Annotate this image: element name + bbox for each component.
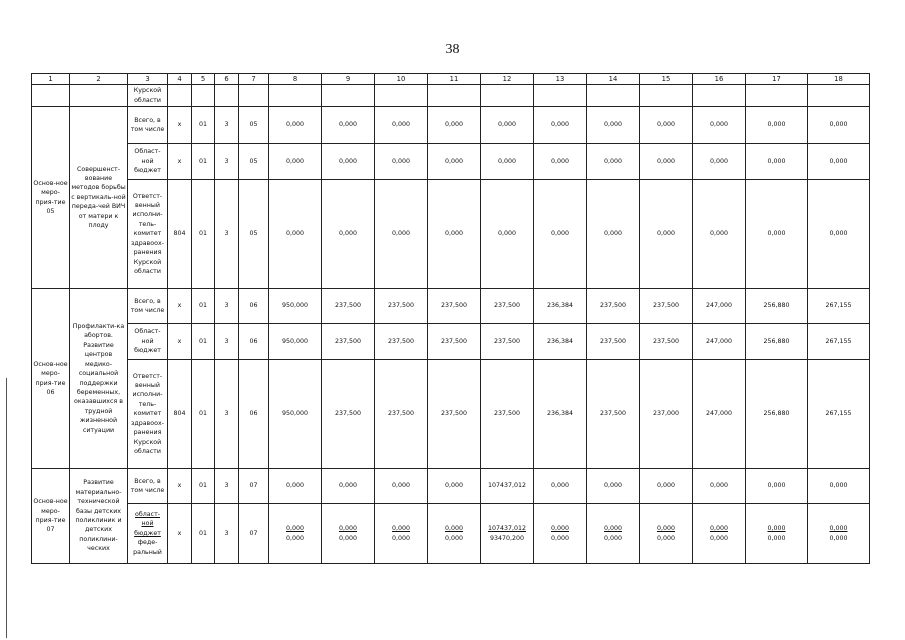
value-cell: 237,500 [375,360,428,469]
funding-type-cell: Всего, в том числе [128,107,168,144]
value-cell: 0,000 [269,107,322,144]
value-regional: 0,000 [550,525,570,533]
code-cell: 05 [239,107,269,144]
value-cell: 0,000 [428,107,481,144]
header-row [32,74,870,85]
value-cell: 0,000 [534,144,587,180]
value-cell: 0,000 [808,180,870,289]
code-cell: 01 [192,469,215,504]
value-cell: 0,000 [746,180,808,289]
value-regional: 0,000 [767,525,786,533]
code-cell: x [168,144,192,180]
header-cell: 12 [481,74,534,85]
value-cell: 237,500 [428,360,481,469]
code-cell: 3 [215,107,239,144]
funding-type-cell: Всего, в том числе [128,289,168,324]
value-cell [428,504,481,564]
empty-cell [322,85,375,107]
value-cell [693,504,746,564]
code-cell: 01 [192,324,215,360]
empty-cell [239,85,269,107]
value-cell [481,504,534,564]
value-cell: 0,000 [640,469,693,504]
table-row [32,107,870,144]
value-cell: 237,500 [428,289,481,324]
code-cell: 06 [239,289,269,324]
code-cell: 3 [215,180,239,289]
empty-cell [746,85,808,107]
value-cell: 0,000 [746,144,808,180]
value-cell: 247,000 [693,360,746,469]
value-cell: 0,000 [428,144,481,180]
value-cell: 256,880 [746,289,808,324]
value-cell: 0,000 [322,144,375,180]
header-cell: 16 [693,74,746,85]
value-cell: 0,000 [808,144,870,180]
value-cell: 237,500 [481,360,534,469]
value-regional: 0,000 [829,525,848,533]
header-cell: 18 [808,74,870,85]
event-name-cell: Основ-ное меро-прия-тие 05 [32,107,70,289]
value-cell [587,504,640,564]
funding-type-cell: Всего, в том числе [128,469,168,504]
value-federal: 0,000 [829,534,848,542]
code-cell: 01 [192,504,215,564]
code-cell: 01 [192,180,215,289]
header-cell: 5 [192,74,215,85]
value-cell: 236,384 [534,289,587,324]
value-cell: 237,500 [428,324,481,360]
code-cell: x [168,324,192,360]
value-cell: 247,000 [693,324,746,360]
value-cell: 0,000 [375,469,428,504]
value-regional: 0,000 [656,525,676,533]
value-cell: 237,500 [375,289,428,324]
code-cell: 804 [168,360,192,469]
value-cell: 0,000 [269,144,322,180]
value-cell: 237,500 [587,289,640,324]
value-cell: 0,000 [808,469,870,504]
value-cell: 0,000 [481,107,534,144]
value-cell: 0,000 [481,144,534,180]
table-row [32,85,870,107]
header-cell: 4 [168,74,192,85]
empty-cell [269,85,322,107]
value-cell: 0,000 [808,107,870,144]
value-cell: 237,500 [481,289,534,324]
value-regional: 0,000 [338,525,358,533]
value-cell: 107437,012 [481,469,534,504]
code-cell: 07 [239,469,269,504]
value-federal: 0,000 [444,534,464,542]
event-name-cell: Основ-ное меро-прия-тие 06 [32,289,70,469]
event-description-cell: Совершенст-вование методов борьбы с вертикаль-ной переда-чей ВИЧ от матери к плоду [70,107,128,289]
value-cell: 0,000 [746,469,808,504]
header-cell: 15 [640,74,693,85]
value-regional: 0,000 [391,525,411,533]
empty-cell [808,85,870,107]
value-cell: 0,000 [428,469,481,504]
code-cell: 804 [168,180,192,289]
margin-line [6,378,7,638]
table-row [32,180,870,289]
empty-cell [534,85,587,107]
code-cell: 01 [192,360,215,469]
code-cell: 01 [192,144,215,180]
table-row [32,504,870,564]
header-cell: 2 [70,74,128,85]
value-cell: 237,500 [322,360,375,469]
empty-cell [428,85,481,107]
code-cell: 3 [215,360,239,469]
value-cell: 0,000 [587,144,640,180]
value-cell: 237,500 [375,324,428,360]
value-cell: 0,000 [375,107,428,144]
event-name-cell: Основ-ное меро-прия-тие 07 [32,469,70,564]
table-row [32,324,870,360]
value-cell: 0,000 [269,180,322,289]
value-cell: 256,880 [746,360,808,469]
empty-cell [168,85,192,107]
value-cell: 236,384 [534,360,587,469]
header-cell: 17 [746,74,808,85]
funding-type-cell: Ответст-венный исполни-тель-комитет здравоох-ранения Курской области [128,360,168,469]
funding-type-cell: Ответст-венный исполни-тель-комитет здравоох-ранения Курской области [128,180,168,289]
value-cell [640,504,693,564]
empty-cell [587,85,640,107]
value-cell: 0,000 [375,180,428,289]
value-federal: 0,000 [603,534,623,542]
empty-cell [70,85,128,107]
value-cell: 0,000 [428,180,481,289]
budget-table [31,73,870,564]
funding-type-regional: област-ной бюджет [134,510,161,537]
value-cell: 0,000 [375,144,428,180]
value-cell: 267,155 [808,324,870,360]
value-regional: 0,000 [603,525,623,533]
value-cell: 267,155 [808,360,870,469]
funding-type-federal: феде-ральный [133,539,162,556]
header-cell: 3 [128,74,168,85]
code-cell: 07 [239,504,269,564]
code-cell: x [168,107,192,144]
value-regional: 0,000 [285,525,305,533]
funding-type-cell: Област-ной бюджет [128,144,168,180]
value-cell: 0,000 [269,469,322,504]
value-cell [808,504,870,564]
value-cell: 950,000 [269,324,322,360]
value-cell: 267,155 [808,289,870,324]
empty-cell [32,85,70,107]
funding-type-cell: Курской области [128,85,168,107]
value-cell [746,504,808,564]
value-federal: 0,000 [656,534,676,542]
value-cell: 237,500 [322,324,375,360]
value-cell: 0,000 [587,469,640,504]
value-cell: 0,000 [693,107,746,144]
value-cell: 0,000 [693,144,746,180]
value-federal: 0,000 [709,534,729,542]
header-cell: 13 [534,74,587,85]
code-cell: 3 [215,469,239,504]
value-cell [534,504,587,564]
value-cell: 0,000 [534,180,587,289]
value-cell: 0,000 [322,107,375,144]
empty-cell [481,85,534,107]
value-cell: 0,000 [587,180,640,289]
value-cell [322,504,375,564]
empty-cell [375,85,428,107]
value-cell: 950,000 [269,360,322,469]
empty-cell [640,85,693,107]
value-cell: 237,500 [587,360,640,469]
code-cell: 3 [215,324,239,360]
header-cell: 9 [322,74,375,85]
value-cell [375,504,428,564]
value-cell: 0,000 [693,469,746,504]
value-cell: 237,500 [587,324,640,360]
header-cell: 10 [375,74,428,85]
value-cell: 237,500 [640,289,693,324]
header-cell: 14 [587,74,640,85]
value-federal: 0,000 [391,534,411,542]
code-cell: 06 [239,324,269,360]
code-cell: 06 [239,360,269,469]
value-cell: 0,000 [746,107,808,144]
value-regional: 107437,012 [487,525,527,533]
value-cell: 236,384 [534,324,587,360]
code-cell: 05 [239,144,269,180]
value-federal: 0,000 [550,534,570,542]
value-cell: 237,500 [481,324,534,360]
code-cell: 3 [215,144,239,180]
header-cell: 8 [269,74,322,85]
event-description-cell: Профилакти-ка абортов. Развитие центров медико-социальной поддержки беременных, оказавшихся в трудной жизненной ситуации [70,289,128,469]
event-description-cell: Развитие материально-технической базы детских поликлиник и детских поликлини-ческих [70,469,128,564]
value-regional: 0,000 [709,525,729,533]
value-cell: 0,000 [322,180,375,289]
code-cell: 01 [192,289,215,324]
table-row [32,144,870,180]
value-federal: 0,000 [338,534,358,542]
code-cell: x [168,469,192,504]
value-cell: 256,880 [746,324,808,360]
table-row [32,360,870,469]
value-cell: 237,500 [322,289,375,324]
header-cell: 11 [428,74,481,85]
code-cell: x [168,289,192,324]
page-number: 38 [445,42,460,57]
value-cell: 0,000 [640,107,693,144]
value-cell: 237,500 [640,324,693,360]
value-cell: 0,000 [534,469,587,504]
code-cell: x [168,504,192,564]
value-cell: 247,000 [693,289,746,324]
code-cell: 3 [215,504,239,564]
header-cell: 6 [215,74,239,85]
value-cell: 0,000 [693,180,746,289]
value-cell: 950,000 [269,289,322,324]
value-federal: 0,000 [767,534,786,542]
value-regional: 0,000 [444,525,464,533]
empty-cell [215,85,239,107]
value-cell: 237,000 [640,360,693,469]
table-row [32,469,870,504]
value-cell: 0,000 [587,107,640,144]
table-row [32,289,870,324]
value-federal: 93470,200 [489,534,525,542]
value-cell [269,504,322,564]
funding-type-cell [128,504,168,564]
value-federal: 0,000 [285,534,305,542]
value-cell: 0,000 [640,180,693,289]
header-cell: 7 [239,74,269,85]
value-cell: 0,000 [322,469,375,504]
code-cell: 05 [239,180,269,289]
funding-type-cell: Област-ной бюджет [128,324,168,360]
value-cell: 0,000 [534,107,587,144]
code-cell: 3 [215,289,239,324]
header-cell: 1 [32,74,70,85]
empty-cell [192,85,215,107]
empty-cell [693,85,746,107]
code-cell: 01 [192,107,215,144]
value-cell: 0,000 [640,144,693,180]
value-cell: 0,000 [481,180,534,289]
